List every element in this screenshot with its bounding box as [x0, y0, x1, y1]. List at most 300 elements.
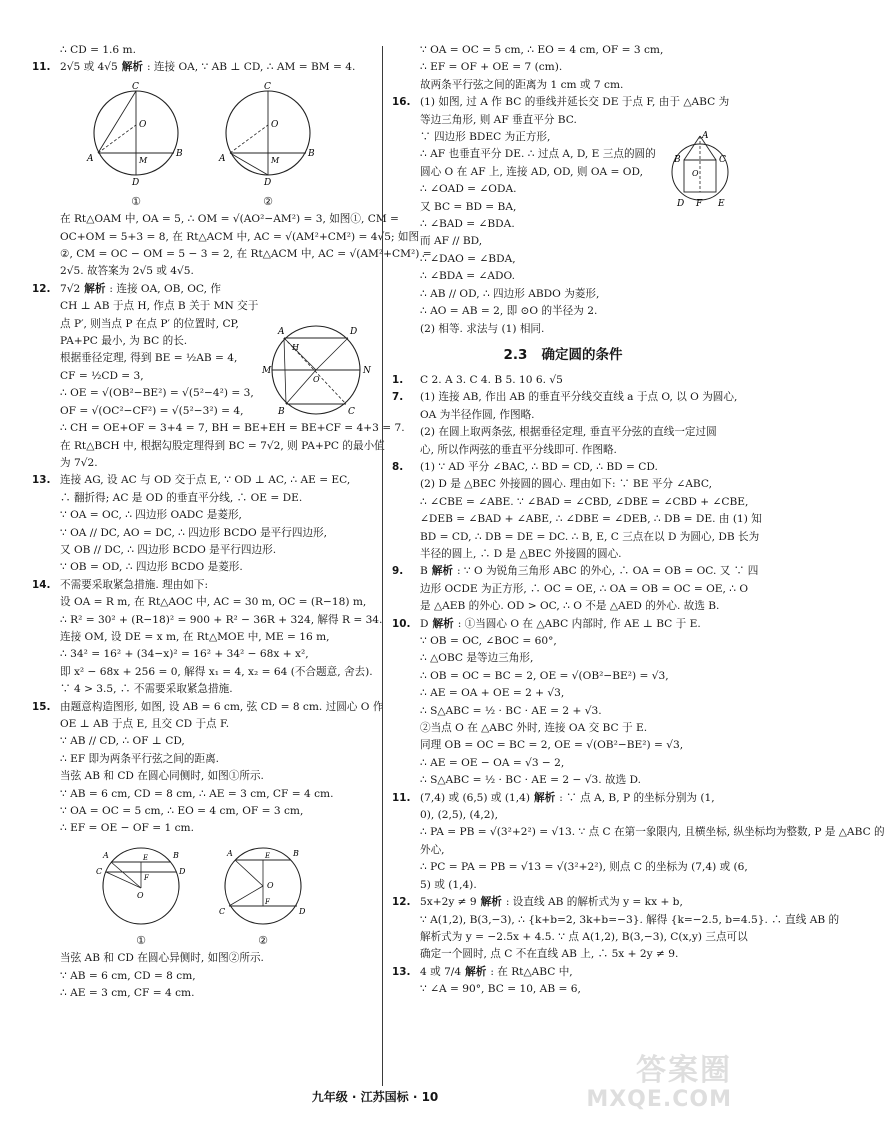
- svg-text:D: D: [179, 866, 186, 876]
- answer-item: [392, 616, 734, 633]
- answer-value: 边形 OCDE 为正方形, ∴ OC = OE, ∴ OA = OB = OC = OE, ∴ O: [420, 582, 749, 595]
- answer-line: [392, 929, 748, 946]
- answer-value: ∵ AB = 6 cm, CD = 8 cm,: [60, 969, 196, 982]
- answer-value: ∵ OB = OC, ∠BOC = 60°,: [420, 635, 557, 647]
- answer-value: ∴ S△ABC = ½ · BC · AE = 2 − √3. 故选 D.: [420, 774, 642, 787]
- answer-value: ∴ AE = 3 cm, CF = 4 cm.: [60, 987, 195, 1000]
- answer-text: [392, 407, 734, 424]
- answer-value: ∴ AO = AB = 2, 即 ⊙O 的半径为 2.: [420, 305, 598, 318]
- answer-line: [32, 559, 372, 576]
- explanation-text: : 设直线 AB 的解析式为 y = kx + b,: [505, 896, 683, 909]
- answer-line: [392, 42, 734, 59]
- answer-value: 又 BC = BD = BA,: [420, 200, 517, 213]
- answer-value: 设 OA = R m, 在 Rt△AOC 中, AC = 30 m, OC = (R−18) m,: [60, 596, 367, 609]
- answer-text: [60, 472, 372, 489]
- answer-line: [392, 685, 734, 702]
- answer-value: ∴ EF 即为两条平行弦之间的距离.: [60, 752, 220, 765]
- svg-text:O: O: [267, 880, 274, 890]
- answer-line: [392, 59, 734, 76]
- answer-line: [32, 733, 372, 750]
- answer-line: [392, 755, 734, 772]
- answer-text: [392, 633, 734, 650]
- answer-value: B: [420, 565, 428, 578]
- page-footer: 九年级 · 江苏国标 · 10: [311, 1090, 439, 1104]
- answer-value: ∴ AE = OA + OE = 2 + √3,: [420, 687, 565, 700]
- answer-text: [32, 820, 372, 837]
- answer-line: [32, 490, 372, 507]
- answer-value: CF = ½CD = 3,: [60, 369, 144, 382]
- answer-value: ∵ AB // CD, ∴ OF ⊥ CD,: [60, 735, 185, 748]
- answer-text: [392, 946, 734, 963]
- q11-figures: [32, 81, 372, 209]
- answer-line: [32, 716, 372, 733]
- q15-figure-1: [91, 842, 191, 948]
- answer-value: 又 OB // DC, ∴ 四边形 BCDO 是平行四边形.: [60, 543, 277, 556]
- svg-text:A: A: [87, 153, 94, 164]
- answer-text: [60, 281, 372, 298]
- q11-figure-2: [213, 81, 323, 209]
- svg-text:O: O: [137, 890, 144, 900]
- answer-line: [32, 42, 372, 59]
- figure-label-2: ②: [263, 195, 273, 209]
- svg-text:O: O: [313, 375, 320, 384]
- answer-text: [420, 389, 737, 406]
- answer-item: [392, 389, 738, 406]
- answer-value: 在 Rt△OAM 中, OA = 5, ∴ OM = √(AO²−AM²) = 3, 如图①, CM =: [60, 213, 399, 226]
- item-number: 10.: [392, 617, 411, 630]
- answer-text: [392, 511, 762, 528]
- answer-item: [32, 281, 372, 298]
- svg-text:A: A: [702, 131, 709, 141]
- svg-text:O: O: [139, 119, 147, 130]
- answer-line: [392, 511, 762, 528]
- answer-value: ∴ CH = OE+OF = 3+4 = 7, BH = BE+EH = BE+CF = 4+3 = 7.: [60, 422, 405, 435]
- svg-text:D: D: [350, 327, 358, 337]
- answer-value: ∴ R² = 30² + (R−18)² = 900 + R² − 36R + 324, 解得 R = 34.: [60, 613, 383, 626]
- answer-line: [392, 824, 885, 841]
- answer-text: [60, 42, 372, 59]
- answer-value: ∵ OB = OD, ∴ 四边形 BCDO 是菱形.: [60, 561, 243, 574]
- answer-item: [392, 372, 734, 389]
- answer-value: ∴ PC = PA = PB = √13 = √(3²+2²), 则点 C 的坐标为 (7,4) 或 (6,: [420, 861, 748, 874]
- explanation-text: : ∵ 点 A, B, P 的坐标分别为 (1,: [559, 791, 715, 804]
- answer-line: [392, 981, 734, 998]
- svg-text:F: F: [696, 199, 703, 209]
- answer-line: [32, 768, 372, 785]
- answer-item: [392, 964, 734, 981]
- jiexi-label: 解析: [431, 565, 453, 578]
- answer-value: ∴ EF = OF + OE = 7 (cm).: [420, 61, 563, 74]
- svg-text:B: B: [293, 848, 299, 858]
- answer-text: [60, 594, 372, 611]
- answer-value: OA 为半径作圆, 作图略.: [420, 408, 535, 421]
- answer-line: [32, 646, 372, 663]
- answer-line: [32, 629, 372, 646]
- q15-figures: [32, 842, 372, 948]
- answer-text: [392, 42, 734, 59]
- answer-line: [392, 424, 734, 441]
- answer-text: [60, 629, 372, 646]
- answer-line: [392, 598, 734, 615]
- answer-value: 0), (2,5), (4,2),: [420, 809, 498, 822]
- explanation-text: : ∵ O 为锐角三角形 ABC 的外心, ∴ OA = OB = OC. 又 ∵ 四: [456, 565, 759, 578]
- answer-value: 等边三角形, 则 AF 垂直平分 BC.: [420, 113, 577, 126]
- answer-value: ∴ ∠BAD = ∠BDA.: [420, 218, 515, 231]
- answer-line: [392, 877, 734, 894]
- svg-text:D: D: [132, 177, 140, 188]
- answer-text: [392, 303, 734, 320]
- answer-line: [392, 529, 760, 546]
- answer-line: [392, 112, 734, 129]
- answer-line: [392, 494, 749, 511]
- answer-line: [392, 268, 734, 285]
- answer-text: [420, 894, 734, 911]
- answer-line: [392, 581, 749, 598]
- answer-value: ∴ 翻折得; AC 是 OD 的垂直平分线, ∴ OE = DE.: [60, 491, 303, 504]
- answer-value: ∵ OA = OC = 5 cm, ∴ EO = 4 cm, OF = 3 cm,: [60, 805, 304, 818]
- answer-value: ∴ AF 也垂直平分 DE. ∴ 过点 A, D, E 三点的圆的: [420, 148, 656, 161]
- svg-text:F: F: [265, 897, 270, 906]
- answer-value: ∠DEB = ∠BAD + ∠ABE, ∴ ∠DBE = ∠DEB, ∴ DB = DE. 由 (1) 知: [420, 513, 762, 526]
- answer-value: 当弦 AB 和 CD 在圆心异侧时, 如图②所示.: [60, 952, 264, 965]
- answer-line: [392, 912, 840, 929]
- answer-text: [32, 507, 372, 524]
- answer-text: [60, 612, 382, 629]
- item-number: 12.: [32, 282, 51, 295]
- q16-figure: [664, 130, 736, 214]
- answer-text: [60, 420, 405, 437]
- figure-label-q15-1: ①: [136, 934, 146, 948]
- jiexi-label: 解析: [121, 61, 143, 74]
- jiexi-label: 解析: [534, 791, 556, 804]
- answer-line: [32, 985, 372, 1002]
- svg-text:B: B: [176, 148, 183, 159]
- svg-text:D: D: [264, 177, 272, 188]
- answer-text: [32, 542, 372, 559]
- answer-line: [392, 321, 734, 338]
- answer-line: [392, 476, 734, 493]
- svg-text:E: E: [265, 851, 271, 860]
- answer-value: ∵ OA = OC = 5 cm, ∴ EO = 4 cm, OF = 3 cm,: [420, 44, 664, 56]
- answer-value: 确定一个圆时, 点 C 不在直线 AB 上, ∴ 5x + 2y ≠ 9.: [420, 948, 679, 961]
- answer-text: [392, 494, 748, 511]
- answer-value: 故两条平行弦之间的距离为 1 cm 或 7 cm.: [420, 78, 624, 91]
- answer-text: [392, 859, 748, 876]
- answer-line: [32, 751, 372, 768]
- answer-text: [392, 929, 748, 946]
- answer-value: 连接 OM, 设 DE = x m, 在 Rt△MOE 中, ME = 16 m,: [60, 630, 330, 643]
- answer-text: [32, 985, 372, 1002]
- answer-value: 4 或 7/4: [420, 965, 462, 978]
- answer-text: [32, 768, 372, 785]
- answer-value: OE ⊥ AB 于点 E, 且交 CD 于点 F.: [60, 718, 230, 730]
- item-number: 13.: [392, 965, 411, 978]
- answer-line: [32, 681, 372, 698]
- answer-line: [32, 438, 385, 455]
- svg-text:B: B: [308, 148, 315, 159]
- answer-value: OF = √(OC²−CF²) = √(5²−3²) = 4,: [60, 404, 244, 417]
- answer-value: 是 △AEB 的外心. OD > OC, ∴ O 不是 △AED 的外心. 故选 B.: [420, 600, 720, 613]
- answer-line: [32, 229, 420, 246]
- answer-value: (2) 相等. 求法与 (1) 相同.: [420, 322, 545, 335]
- answer-value: ∴ OB = OC = BC = 2, OE = √(OB²−BE²) = √3,: [420, 669, 669, 682]
- answer-value: (2) D 是 △BEC 外接圆的圆心. 理由如下: ∵ BE 平分 ∠ABC,: [420, 478, 712, 491]
- answer-value: ∵ OA // DC, AO = DC, ∴ 四边形 BCDO 是平行四边形,: [60, 526, 327, 539]
- answer-line: [392, 807, 734, 824]
- svg-text:M: M: [139, 155, 148, 165]
- answer-line: [392, 77, 734, 94]
- item-number: 7.: [392, 391, 404, 404]
- answer-line: [32, 968, 372, 985]
- answer-text: [392, 824, 885, 841]
- answer-line: [32, 420, 405, 437]
- answer-item: [392, 790, 734, 807]
- answer-line: [392, 216, 734, 233]
- q15-figure-2: [213, 842, 313, 948]
- answer-text: [420, 616, 734, 633]
- watermark: [582, 1054, 732, 1116]
- answer-line: [32, 263, 372, 280]
- answer-line: [392, 286, 734, 303]
- jiexi-label: 解析: [432, 617, 454, 630]
- answer-text: [420, 94, 734, 111]
- answer-value: 而 AF // BD,: [420, 235, 483, 248]
- answer-text: [32, 968, 372, 985]
- answer-text: [392, 720, 734, 737]
- svg-text:D: D: [677, 199, 685, 209]
- answer-text: [60, 664, 373, 681]
- item-number: 15.: [32, 700, 51, 713]
- answer-value: ②当点 O 在 △ABC 外时, 连接 OA 交 BC 于 E.: [420, 722, 648, 735]
- answer-text: [32, 751, 372, 768]
- explanation-text: : 在 Rt△ABC 中,: [490, 965, 573, 978]
- answer-item: [32, 699, 384, 716]
- answer-value: (7,4) 或 (6,5) 或 (1,4): [420, 791, 530, 804]
- answer-text: [60, 577, 372, 594]
- answer-value: 外心,: [420, 843, 445, 856]
- explanation-text: : 连接 OA, ∵ AB ⊥ CD, ∴ AM = BM = 4.: [146, 61, 356, 74]
- item-number: 9.: [392, 565, 404, 578]
- answer-value: ∴ ∠BDA = ∠ADO.: [420, 270, 515, 283]
- q11-figure-1: [81, 81, 191, 209]
- answer-line: [392, 842, 734, 859]
- answer-value: 连接 AG, 设 AC 与 OD 交于点 E, ∵ OD ⊥ AC, ∴ AE = EC,: [60, 474, 351, 487]
- answer-line: [32, 820, 372, 837]
- answer-text: [392, 286, 734, 303]
- answer-text: [60, 246, 432, 263]
- answer-text: [392, 685, 734, 702]
- answer-text: [392, 581, 748, 598]
- svg-text:D: D: [299, 906, 306, 916]
- q12-circle-figure: [258, 318, 376, 418]
- answer-text: [392, 755, 734, 772]
- svg-text:E: E: [718, 199, 725, 209]
- item-number: 16.: [392, 96, 411, 109]
- answer-value: ②, CM = OC − OM = 5 − 3 = 2, 在 Rt△ACM 中, AC = √(AM²+CM²) =: [60, 248, 432, 261]
- answer-text: [392, 216, 734, 233]
- answer-text: [32, 490, 372, 507]
- answer-line: [32, 542, 372, 559]
- answer-value: 5x+2y ≠ 9: [420, 896, 477, 909]
- answer-item: [392, 894, 734, 911]
- answer-item: [392, 563, 759, 580]
- answer-line: [392, 303, 734, 320]
- answer-text: [392, 251, 734, 268]
- answer-line: [32, 950, 372, 967]
- answer-text: [392, 268, 734, 285]
- answer-value: ∵ OA = OC, ∴ 四边形 OADC 是菱形,: [60, 509, 242, 522]
- answer-text: [392, 321, 734, 338]
- answer-value: C 2. A 3. C 4. B 5. 10 6. √5: [420, 373, 563, 386]
- svg-text:C: C: [96, 866, 103, 876]
- answer-line: [392, 251, 734, 268]
- answer-line: [392, 720, 734, 737]
- answer-value: ∴ PA = PB = √(3²+2²) = √13. ∵ 点 C 在第一象限内, 且横坐标, 纵坐标均为整数, P 是 △ABC 的: [420, 826, 885, 839]
- answer-line: [392, 233, 734, 250]
- answer-text: [60, 681, 372, 698]
- svg-text:A: A: [227, 848, 233, 858]
- answer-line: [32, 525, 372, 542]
- answer-value: (1) 连接 AB, 作出 AB 的垂直平分线交直线 a 于点 O, 以 O 为圆心,: [420, 391, 738, 404]
- svg-text:B: B: [173, 850, 179, 860]
- jiexi-label: 解析: [480, 896, 502, 909]
- answer-text: [60, 646, 372, 663]
- svg-text:B: B: [674, 155, 681, 165]
- answer-value: ∴ AB // OD, ∴ 四边形 ABDO 为菱形,: [420, 287, 600, 300]
- answer-line: [392, 703, 734, 720]
- answer-text: [60, 229, 419, 246]
- answer-line: [32, 246, 432, 263]
- svg-text:A: A: [278, 327, 285, 337]
- answer-value: ∴ ∠OAD = ∠ODA.: [420, 183, 517, 196]
- answer-line: [32, 803, 372, 820]
- answer-value: 5) 或 (1,4).: [420, 878, 477, 891]
- svg-text:C: C: [264, 81, 271, 92]
- answer-value: ∴ △OBC 是等边三角形,: [420, 652, 534, 665]
- answer-value: 半径的圆上, ∴ D 是 △BEC 外接圆的圆心.: [420, 547, 622, 560]
- jiexi-label: 解析: [465, 965, 487, 978]
- answer-text: [32, 950, 372, 967]
- answer-value: ∵ 四边形 BDEC 为正方形,: [420, 131, 551, 144]
- answer-text: [420, 563, 758, 580]
- answer-text: [392, 529, 759, 546]
- answer-value: ∵ ∠A = 90°, BC = 10, AB = 6,: [420, 983, 581, 996]
- svg-text:C: C: [719, 155, 726, 165]
- answer-text: [392, 546, 734, 563]
- answer-item: [392, 94, 734, 111]
- answer-value: (1) 如图, 过 A 作 BC 的垂线并延长交 DE 于点 F, 由于 △ABC 为: [420, 96, 730, 109]
- svg-text:A: A: [219, 153, 226, 164]
- answer-line: [392, 546, 734, 563]
- svg-text:C: C: [132, 81, 139, 92]
- answer-text: [392, 703, 734, 720]
- item-number: 1.: [392, 373, 404, 386]
- svg-text:B: B: [278, 407, 285, 417]
- answer-text: [392, 912, 839, 929]
- answer-value: 7√2: [60, 282, 81, 295]
- answer-line: [32, 594, 372, 611]
- answer-value: ∴ OE = √(OB²−BE²) = √(5²−4²) = 3,: [60, 387, 254, 400]
- answer-item: [392, 459, 734, 476]
- svg-text:M: M: [262, 366, 272, 376]
- watermark-site: MXQE.COM: [586, 1087, 732, 1112]
- answer-line: [392, 633, 734, 650]
- answer-line: [392, 668, 734, 685]
- answer-line: [32, 612, 383, 629]
- answer-value: 在 Rt△BCH 中, 根据勾股定理得到 BC = 7√2, 则 PA+PC 的最小值: [60, 439, 385, 452]
- svg-text:H: H: [292, 343, 299, 352]
- answer-text: [392, 233, 734, 250]
- svg-text:N: N: [363, 366, 371, 376]
- answer-line: [392, 946, 734, 963]
- answer-line: [32, 786, 372, 803]
- answer-text: [392, 668, 734, 685]
- answer-text: [392, 112, 734, 129]
- answer-value: 2√5. 故答案为 2√5 或 4√5.: [60, 265, 194, 278]
- answer-text: [60, 438, 385, 455]
- answer-line: [32, 211, 399, 228]
- answer-value: (1) ∵ AD 平分 ∠BAC, ∴ BD = CD, ∴ BD = CD.: [420, 460, 658, 473]
- answer-text: [32, 786, 372, 803]
- column-divider: [382, 46, 383, 1086]
- answer-value: ∴ AE = OE − OA = √3 − 2,: [420, 756, 565, 769]
- item-number: 8.: [392, 460, 404, 473]
- svg-text:F: F: [144, 873, 149, 882]
- figure-label-q15-2: ②: [258, 934, 268, 948]
- answer-value: (2) 在圆上取两条弦, 根据垂径定理, 垂直平分弦的直线一定过圆: [420, 426, 717, 439]
- figure-label-1: ①: [131, 195, 141, 209]
- answer-text: [60, 59, 372, 76]
- answer-text: [392, 807, 734, 824]
- svg-text:E: E: [143, 853, 149, 862]
- answer-text: [60, 699, 383, 716]
- answer-value: ∴ EF = OE − OF = 1 cm.: [60, 822, 194, 835]
- jiexi-label: 解析: [84, 282, 106, 295]
- answer-value: ∴ ∠DAO = ∠BDA,: [420, 252, 516, 265]
- answer-text: [392, 424, 734, 441]
- answer-value: 2√5 或 4√5: [60, 61, 118, 74]
- answer-text: [392, 650, 734, 667]
- svg-text:C: C: [219, 906, 226, 916]
- section-number: 2.3: [503, 346, 528, 363]
- answer-value: OC+OM = 5+3 = 8, 在 Rt△ACM 中, AC = √(AM²+CM²) = 4√5; 如图: [60, 230, 420, 243]
- svg-text:C: C: [348, 407, 355, 417]
- svg-text:O: O: [692, 169, 699, 178]
- answer-line: [392, 650, 734, 667]
- section-heading: [392, 344, 734, 366]
- answer-line: [392, 442, 734, 459]
- answer-text: [392, 59, 734, 76]
- answer-value: 由题意构造图形, 如图, 设 AB = 6 cm, 弦 CD = 8 cm. 过圆心 O 作: [60, 700, 384, 713]
- answer-text: [392, 981, 734, 998]
- answer-value: 为 7√2.: [60, 456, 98, 469]
- answer-line: [392, 737, 734, 754]
- answer-text: [60, 211, 399, 228]
- answer-text: [392, 476, 734, 493]
- answer-text: [420, 459, 734, 476]
- answer-value: 不需要采取紧急措施. 理由如下:: [60, 578, 209, 591]
- answer-line: [392, 859, 748, 876]
- answer-value: CH ⊥ AB 于点 H, 作点 B 关于 MN 交于: [60, 300, 259, 313]
- item-number: 12.: [392, 896, 411, 909]
- item-number: 11.: [392, 791, 411, 804]
- answer-value: 心, 所以作两弦的垂直平分线即可. 作图略.: [420, 443, 617, 456]
- answer-text: [32, 559, 372, 576]
- answer-line: [32, 507, 372, 524]
- watermark-logo: 答案圈: [636, 1053, 732, 1088]
- answer-text: [32, 803, 372, 820]
- answer-line: [392, 407, 734, 424]
